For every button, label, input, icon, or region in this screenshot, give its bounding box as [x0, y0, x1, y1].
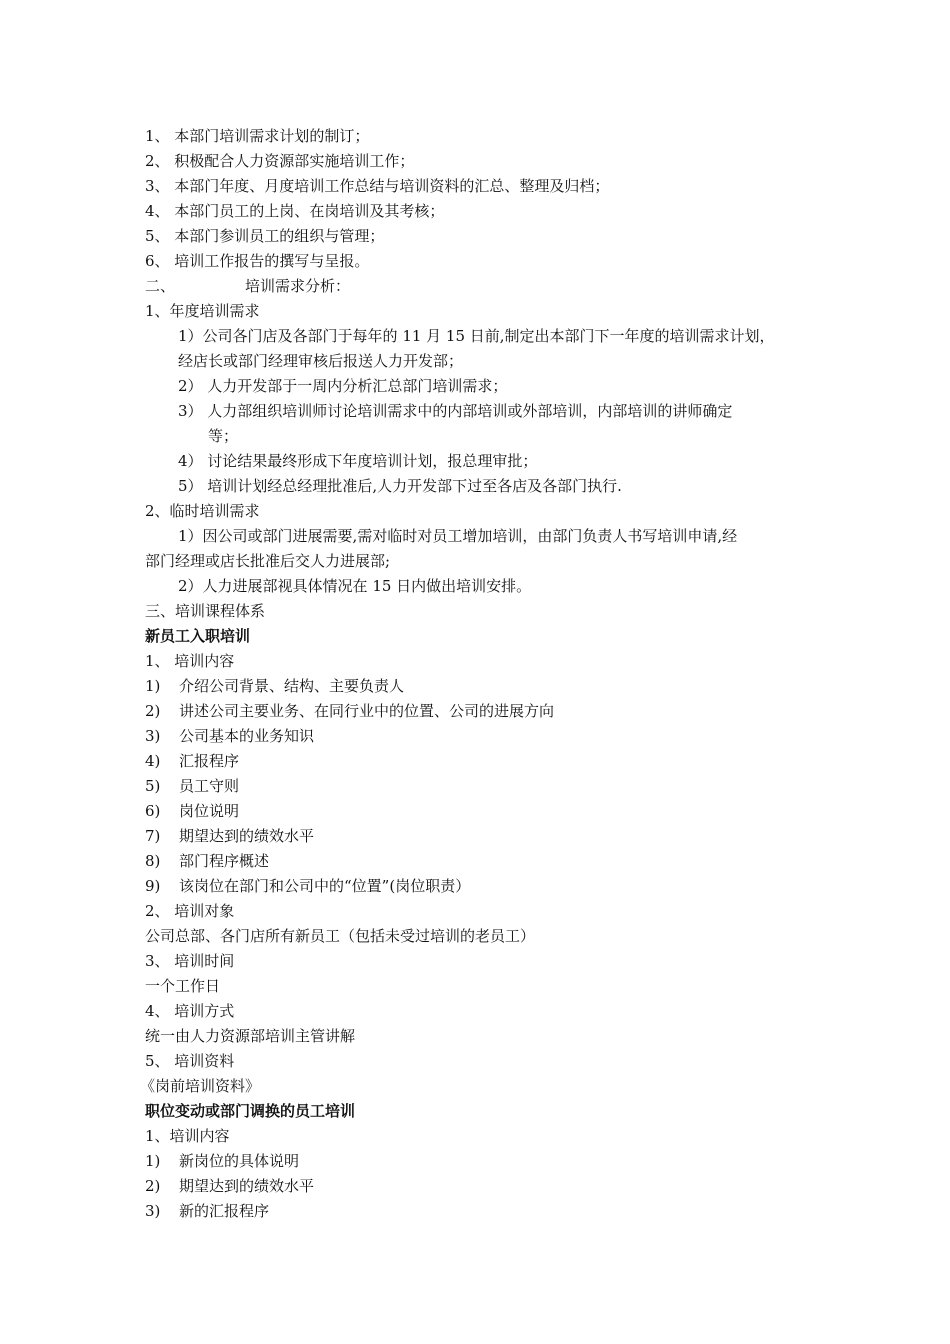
item-number: 3)	[145, 1202, 161, 1220]
subsection-title: 5、 培训资料	[145, 1052, 235, 1070]
subsection-title: 2、 培训对象	[145, 902, 235, 920]
course-heading: 职位变动或部门调换的员工培训	[145, 1102, 356, 1120]
list-item-continuation: 经店长或部门经理审核后报送人力开发部；	[178, 352, 464, 370]
section-title: 培训需求分析：	[245, 277, 351, 295]
list-item	[145, 1151, 299, 1171]
responsibility-item: 1、 本部门培训需求计划的制订；	[145, 127, 370, 145]
subsection-title: 1、年度培训需求	[145, 302, 260, 320]
list-item: 5） 培训计划经总经理批准后,人力开发部下过至各店及各部门执行.	[178, 477, 622, 495]
item-number: 3)	[145, 727, 161, 745]
list-item	[145, 1201, 269, 1221]
list-item	[145, 1176, 314, 1196]
paragraph: 《岗前培训资料》	[140, 1077, 261, 1095]
item-text: 该岗位在部门和公司中的“位置”(岗位职责）	[179, 877, 471, 895]
subsection-title: 1、培训内容	[145, 1127, 230, 1145]
subsection-title: 3、 培训时间	[145, 952, 235, 970]
list-item	[145, 701, 554, 721]
responsibility-item: 3、 本部门年度、月度培训工作总结与培训资料的汇总、整理及归档；	[145, 177, 610, 195]
paragraph: 公司总部、各门店所有新员工（包括未受过培训的老员工）	[145, 927, 536, 945]
list-item	[145, 751, 239, 771]
item-number: 2)	[145, 702, 161, 720]
list-item: 1）公司各门店及各部门于每年的 11 月 15 日前,制定出本部门下一年度的培训需求计划，	[178, 327, 775, 345]
section-number: 二、	[145, 277, 176, 295]
responsibility-item: 2、 积极配合人力资源部实施培训工作；	[145, 152, 415, 170]
item-text: 新的汇报程序	[179, 1202, 270, 1220]
item-text: 期望达到的绩效水平	[179, 827, 315, 845]
list-item	[145, 801, 239, 821]
list-item-continuation: 部门经理或店长批准后交人力进展部;	[145, 552, 391, 570]
responsibility-item: 6、 培训工作报告的撰写与呈报。	[145, 252, 370, 270]
section-heading: 三、培训课程体系	[145, 602, 266, 620]
list-item: 2）人力进展部视具体情况在 15 日内做出培训安排。	[178, 577, 532, 595]
item-text: 讲述公司主要业务、在同行业中的位置、公司的进展方向	[179, 702, 555, 720]
subsection-title: 4、 培训方式	[145, 1002, 235, 1020]
item-number: 4)	[145, 752, 161, 770]
item-number: 9)	[145, 877, 161, 895]
item-number: 2)	[145, 1177, 161, 1195]
list-item: 4） 讨论结果最终形成下年度培训计划，报总理审批；	[178, 452, 538, 470]
item-text: 介绍公司背景、结构、主要负责人	[179, 677, 405, 695]
list-item: 3） 人力部组织培训师讨论培训需求中的内部培训或外部培训，内部培训的讲师确定	[178, 402, 733, 420]
list-item-continuation: 等；	[208, 427, 239, 445]
item-text: 岗位说明	[179, 802, 240, 820]
list-item	[145, 851, 269, 871]
item-number: 5)	[145, 777, 161, 795]
item-text: 员工守则	[179, 777, 240, 795]
responsibility-item: 4、 本部门员工的上岗、在岗培训及其考核；	[145, 202, 445, 220]
subsection-title: 2、临时培训需求	[145, 502, 260, 520]
item-number: 1)	[145, 1152, 161, 1170]
list-item: 2） 人力开发部于一周内分析汇总部门培训需求；	[178, 377, 508, 395]
item-text: 汇报程序	[179, 752, 240, 770]
item-text: 期望达到的绩效水平	[179, 1177, 315, 1195]
list-item: 1）因公司或部门进展需要,需对临时对员工增加培训，由部门负责人书写培训申请,经	[178, 527, 738, 545]
item-number: 8)	[145, 852, 161, 870]
item-number: 7)	[145, 827, 161, 845]
course-heading: 新员工入职培训	[145, 627, 251, 645]
paragraph: 一个工作日	[145, 977, 221, 995]
list-item	[145, 726, 314, 746]
item-number: 1)	[145, 677, 161, 695]
subsection-title: 1、 培训内容	[145, 652, 235, 670]
list-item	[145, 676, 404, 696]
item-number: 6)	[145, 802, 161, 820]
list-item	[145, 776, 239, 796]
responsibility-item: 5、 本部门参训员工的组织与管理；	[145, 227, 385, 245]
item-text: 部门程序概述	[179, 852, 270, 870]
list-item	[145, 876, 470, 896]
item-text: 新岗位的具体说明	[179, 1152, 300, 1170]
paragraph: 统一由人力资源部培训主管讲解	[145, 1027, 356, 1045]
item-text: 公司基本的业务知识	[179, 727, 315, 745]
list-item	[145, 826, 314, 846]
section-heading	[145, 276, 350, 296]
